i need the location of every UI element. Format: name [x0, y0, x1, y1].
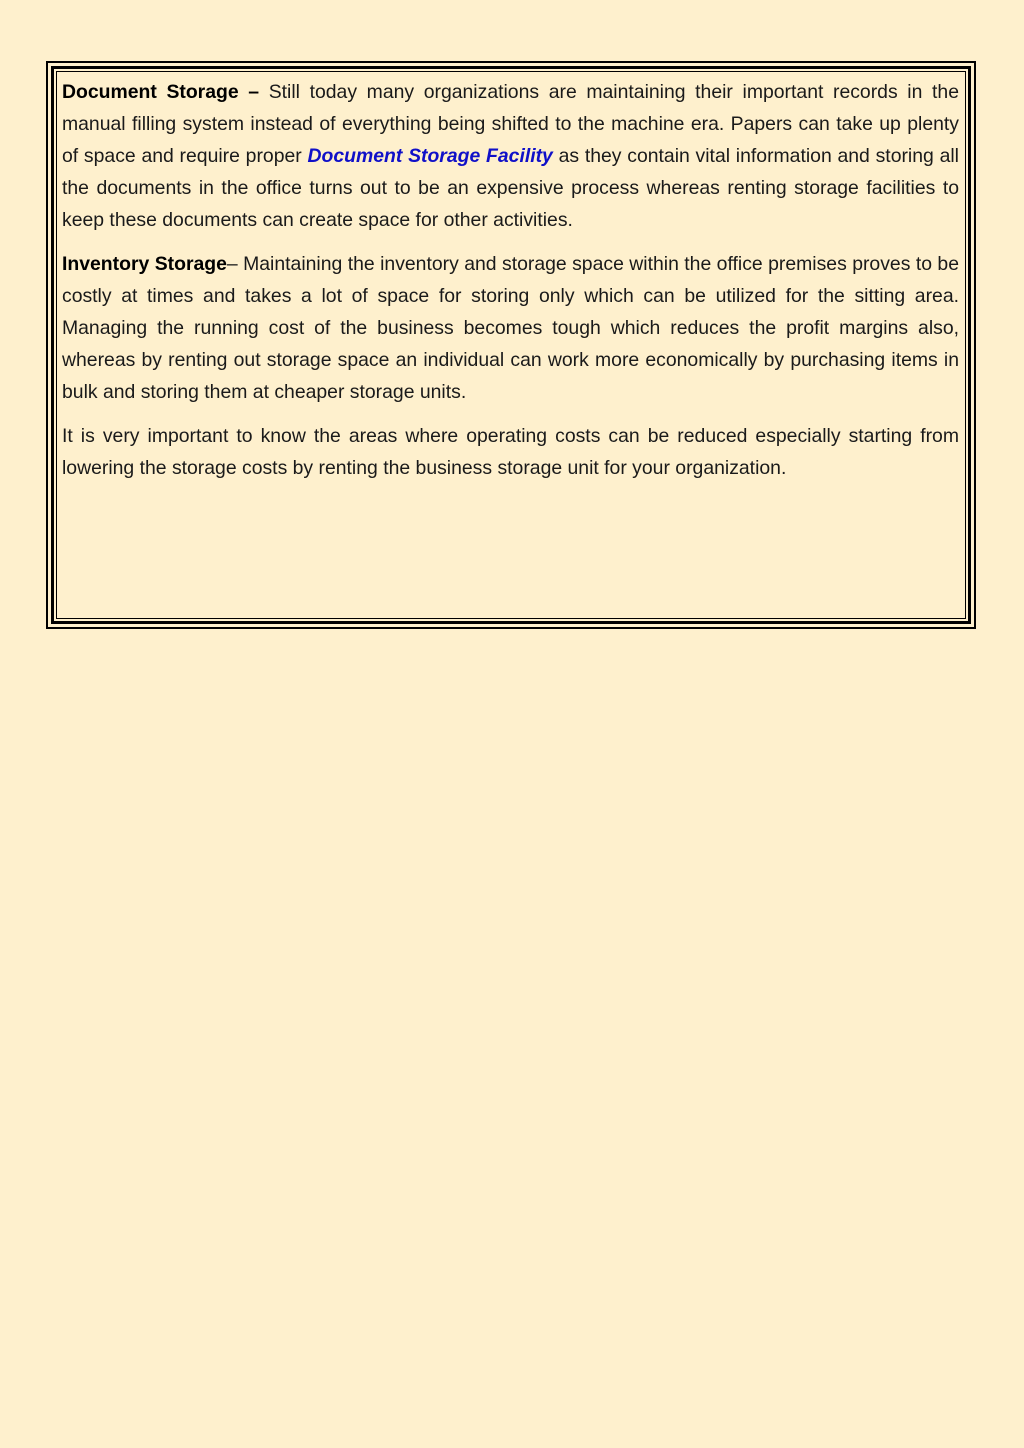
document-storage-text-2: as they contain vital information and storing all the documents in the office turns out to be an expensive process whereas renting storage facilities to keep these documents can create space for other activities. — [62, 145, 959, 231]
document-storage-paragraph — [62, 76, 959, 236]
content-frame — [46, 61, 976, 629]
conclusion-paragraph: It is very important to know the areas where operating costs can be reduced especially starting from lowering the storage costs by renting the business storage unit for your organization. — [62, 425, 959, 479]
inventory-storage-paragraph — [62, 248, 959, 408]
document-storage-heading: Document Storage – — [62, 81, 260, 103]
document-storage-text-1: Still today many organizations are maintaining their important records in the manual filling system instead of everything being shifted to the machine era. Papers can take up plenty of space and require proper — [62, 81, 959, 167]
document-storage-facility-link[interactable]: Document Storage Facility — [307, 145, 553, 167]
inventory-storage-heading: Inventory Storage — [62, 253, 227, 275]
content-frame-inner — [51, 66, 971, 624]
inventory-storage-text: – Maintaining the inventory and storage space within the office premises proves to be costly at times and takes a lot of space for storing only which can be utilized for the sitting area. Managing the running cost of the business becomes tough which reduces the profit margins also, whereas by renting out storage space an individual can work more economically by purchasing items in bulk and storing them at cheaper storage units. — [62, 253, 959, 403]
